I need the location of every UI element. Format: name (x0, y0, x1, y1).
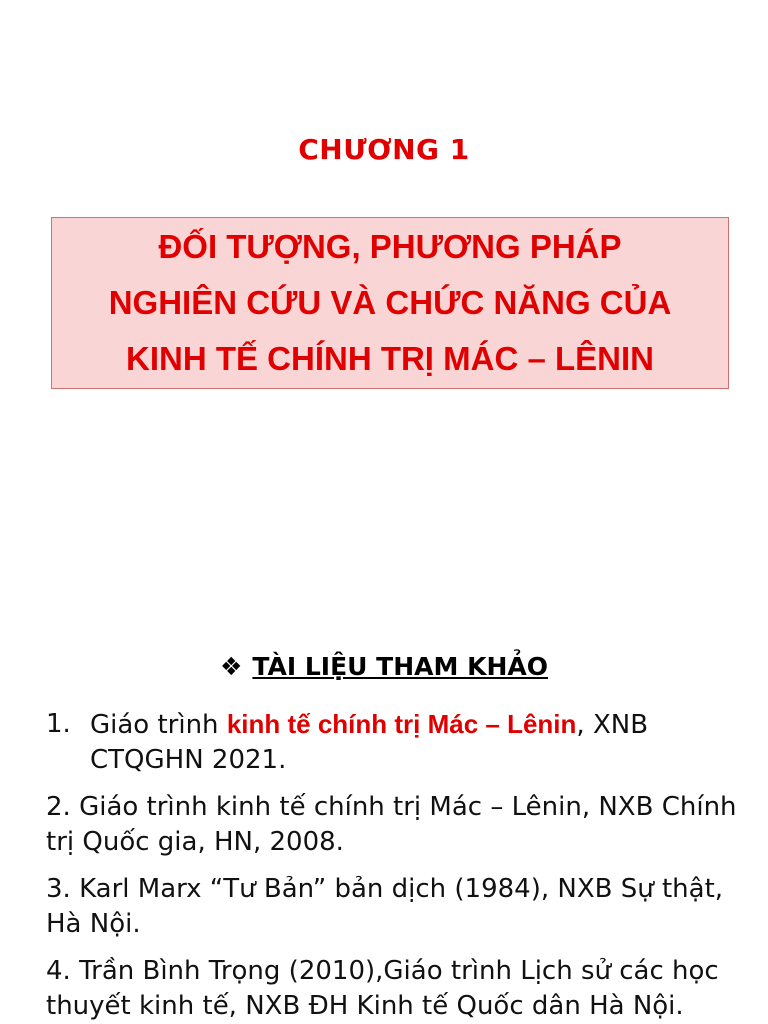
chapter-heading: CHƯƠNG 1 (298, 133, 470, 166)
title-box (51, 217, 729, 389)
references-heading (0, 652, 768, 681)
reference-text (90, 707, 746, 778)
reference-item-1 (46, 707, 746, 778)
references-list (46, 707, 746, 1024)
reference-item-2: 2. Giáo trình kinh tế chính trị Mác – Lênin, NXB Chính trị Quốc gia, HN, 2008. (46, 792, 737, 857)
title-line-1: ĐỐI TƯỢNG, PHƯƠNG PHÁP (158, 228, 622, 265)
reference-item-3: 3. Karl Marx “Tư Bản” bản dịch (1984), NXB Sự thật, Hà Nội. (46, 874, 724, 939)
reference-highlight: kinh tế chính trị Mác – Lênin (226, 709, 577, 739)
reference-item-4: 4. Trần Bình Trọng (2010),Giáo trình Lịch sử các học thuyết kinh tế, NXB ĐH Kinh tế Quốc dân Hà Nội. (46, 956, 719, 1021)
references-heading-label: TÀI LIỆU THAM KHẢO (252, 652, 548, 681)
diamond-bullet-icon: ❖ (219, 652, 243, 681)
reference-text-after: , XNB CTQGHN 2021. (90, 710, 649, 775)
reference-text-before: Giáo trình (90, 710, 227, 740)
reference-number: 1. (46, 709, 71, 739)
title-line-2: NGHIÊN CỨU VÀ CHỨC NĂNG CỦA (108, 284, 672, 321)
chapter-title (109, 219, 672, 387)
title-line-3: KINH TẾ CHÍNH TRỊ MÁC – LÊNIN (125, 340, 654, 377)
